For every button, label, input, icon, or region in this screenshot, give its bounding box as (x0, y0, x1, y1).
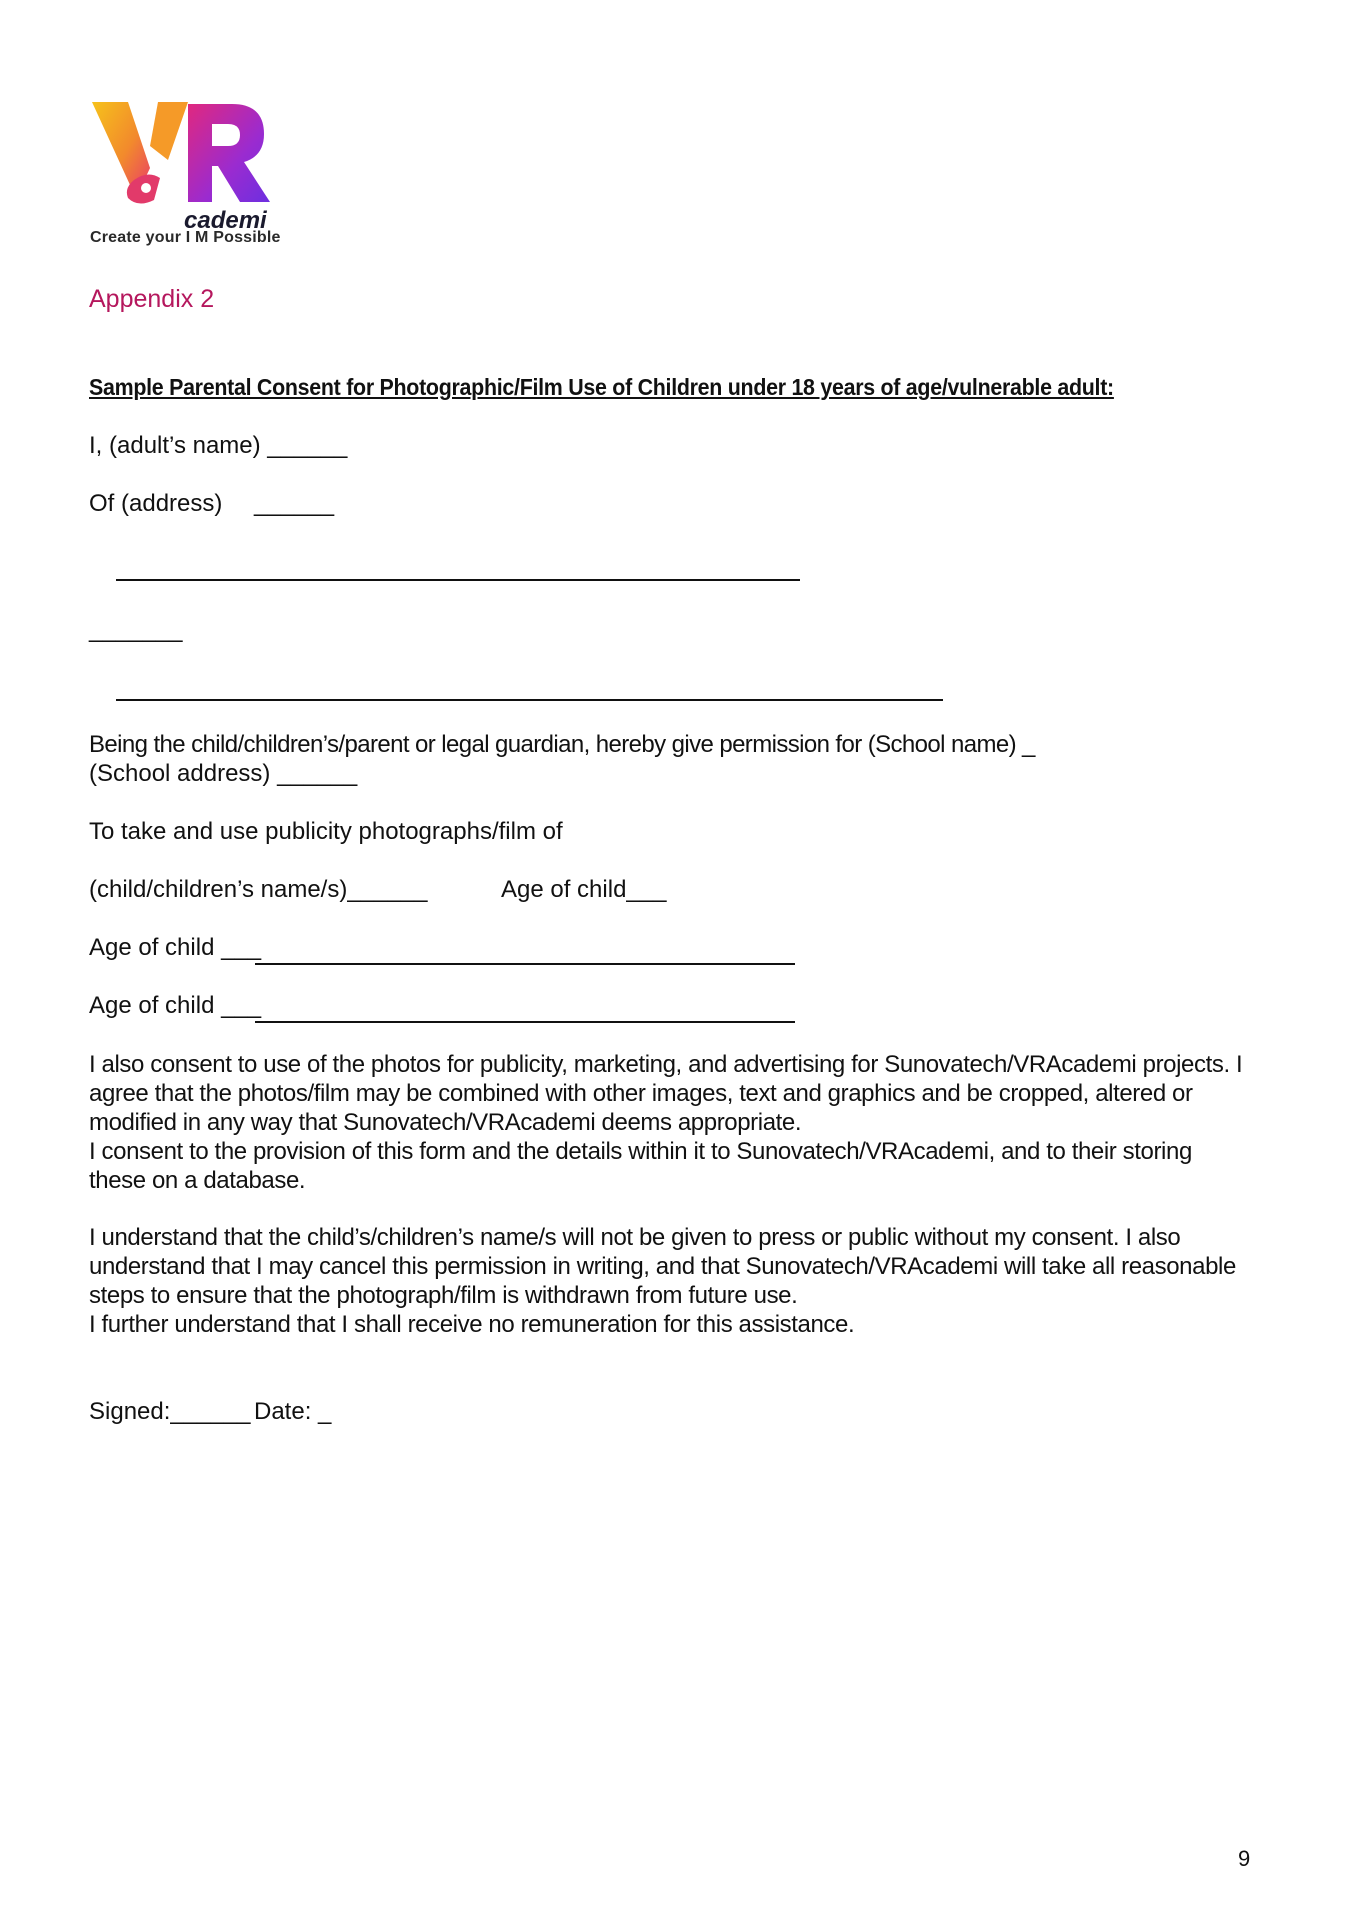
child-name-line-3[interactable] (255, 1021, 795, 1023)
address-blank[interactable]: ______ (254, 490, 335, 517)
consent-paragraph-1 (89, 1050, 1279, 1195)
consent-p1-line: I also consent to use of the photos for publicity, marketing, and advertising for Sunovatech/VRAcademi projects. I (89, 1051, 1243, 1078)
form-title: Sample Parental Consent for Photographic/Film Use of Children under 18 years of age/vulnerable adult: (89, 374, 1114, 400)
consent-p2-line: I further understand that I shall receive no remuneration for this assistance. (89, 1311, 855, 1338)
consent-p1-line: I consent to the provision of this form and the details within it to Sunovatech/VRAcademi, and to their storing (89, 1138, 1192, 1165)
appendix-title: Appendix 2 (89, 285, 215, 313)
page-number: 9 (1238, 1846, 1251, 1871)
child-name-line-2[interactable] (255, 963, 795, 965)
vracademi-logo (88, 98, 288, 248)
age-of-child-field-1[interactable]: Age of child___ (501, 876, 667, 903)
consent-p2-line: understand that I may cancel this permission in writing, and that Sunovatech/VRAcademi will take all reasonable (89, 1253, 1236, 1280)
school-address-field[interactable]: (School address) ______ (89, 760, 358, 787)
signed-field[interactable]: Signed:______ (89, 1398, 251, 1425)
consent-p2-line: steps to ensure that the photograph/film is withdrawn from future use. (89, 1282, 798, 1309)
age-of-child-field-3[interactable]: Age of child ___ (89, 992, 262, 1019)
consent-p2-line: I understand that the child’s/children’s name/s will not be given to press or public without my consent. I also (89, 1224, 1181, 1251)
consent-p1-line: these on a database. (89, 1167, 306, 1194)
guardian-permission-line[interactable]: Being the child/children’s/parent or legal guardian, hereby give permission for (School name) _ (89, 731, 1035, 758)
child-names-field[interactable]: (child/children’s name/s)______ (89, 876, 428, 903)
address-label: Of (address) (89, 490, 223, 517)
address-line-1[interactable] (116, 579, 800, 581)
age-of-child-field-2[interactable]: Age of child ___ (89, 934, 262, 961)
address-short-blank[interactable]: _______ (89, 616, 183, 643)
adult-name-field[interactable]: I, (adult’s name) ______ (89, 432, 348, 459)
consent-p1-line: agree that the photos/film may be combined with other images, text and graphics and be cropped, altered or (89, 1080, 1193, 1107)
consent-p1-line: modified in any way that Sunovatech/VRAcademi deems appropriate. (89, 1109, 802, 1136)
take-use-line: To take and use publicity photographs/film of (89, 818, 563, 845)
address-line-2[interactable] (116, 699, 943, 701)
consent-paragraph-2 (89, 1223, 1279, 1339)
logo-tagline: Create your I M Possible (90, 229, 281, 246)
logo-wordmark: cademi (184, 207, 267, 234)
date-field[interactable]: Date: _ (254, 1398, 332, 1425)
